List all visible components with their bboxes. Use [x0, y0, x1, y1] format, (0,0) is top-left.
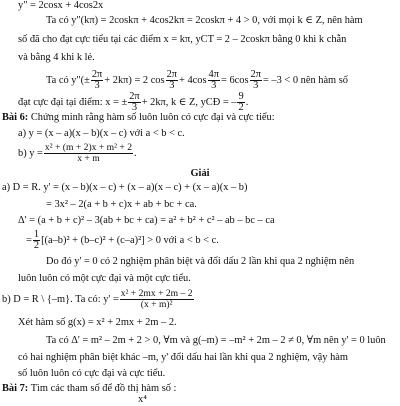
formula-line: Ta có y"(± $\frac{2\pi}{3}$ + 2kπ) = 2 cos $\frac{2\pi}{3}$ + 4cos $\frac{4\pi}{3}$ = 6cos $\frac{2\pi}{3}$ = –3 < 0 nên hàm số [46, 69, 348, 92]
fraction: $\frac{4\pi}{3}$ [208, 69, 219, 92]
solution-line: = $\frac{1}{2}$ [(a–b)² + (b–c)² + (c–a)²] > 0 với a < b < c. [26, 229, 219, 252]
exercise-6-heading: Bài 6: Chứng minh rằng hàm số luôn luôn có cực đại và cực tiểu: [2, 112, 275, 123]
paragraph-line: số đã cho đạt cực tiểu tại các điểm x = kπ, yCT = 2 – 2coskπ bằng 0 khi k chẵn [18, 34, 347, 45]
solution-line: a) D = R. y' = (x – b)(x – c) + (x – a)(x – c) + (x – a)(x – b) [2, 182, 248, 193]
paragraph-line: có hai nghiệm phân biệt khác –m, y' đổi dấu hai lần khi qua 2 nghiệm, vậy hàm [18, 352, 348, 363]
paragraph-line: luôn luôn có một cực đại và một cực tiểu. [18, 273, 191, 284]
exercise-6b: b) y = $\frac{\text{x² + (m + 2)x + m² + 2}}{x + m}$ . [18, 142, 137, 165]
paragraph-line: Ta có y"(kπ) = 2coskπ + 4cos2kπ = 2coskπ + 4 > 0, với mọi k ∈ Z, nên hàm [46, 15, 363, 26]
paragraph-line: Do đó y' = 0 có 2 nghiệm phân biệt và đổi dấu 2 lần khi qua 2 nghiệm nên [46, 256, 355, 267]
exercise-7-heading: Bài 7: Tìm các tham số để đồ thị hàm số : [2, 383, 177, 394]
paragraph-line: và bằng 4 khi k lẻ. [18, 52, 95, 63]
solution-line: Δ' = (a + b + c)² – 3(ab + bc + ca) = a² + b² + c² – ab – bc – ca [18, 215, 275, 226]
fraction: $\frac{9}{2}$ [238, 91, 244, 114]
fraction: $\frac{1}{2}$ [33, 229, 40, 252]
fraction: $\frac{\text{x² + (m + 2)x + m² + 2}}{x + m}$ [44, 142, 132, 165]
paragraph-line: số luôn luôn có cực đại và cực tiểu. [18, 368, 166, 379]
fraction: $\frac{\text{x² + 2mx + 2m – 2}}{\text{(x + m)²}}$ [120, 288, 193, 311]
paragraph-line: Xét hàm số g(x) = x² + 2mx + 2m – 2. [18, 317, 177, 328]
exercise-6a: a) y = (x – a)(x – b)(x – c) với a < b < c. [18, 128, 185, 139]
fraction: $\frac{2\pi}{3}$ [250, 69, 261, 92]
cut-off-fraction: x⁴ [138, 394, 147, 405]
line-second-derivative: y" = 2cosx + 4cos2x [18, 0, 104, 11]
fraction: $\frac{2\pi}{3}$ [129, 91, 140, 114]
fraction: $\frac{2\pi}{3}$ [166, 69, 178, 92]
solution-line: b) D = R \ {–m}. Ta có: y' = $\frac{\text{x² + 2mx + 2m – 2}}{\text{(x + m)²}}$ [2, 288, 193, 311]
solution-line: = 3x² – 2(a + b + c)x + ab + bc + ca. [46, 199, 197, 210]
paragraph-line: Ta có Δ' = m² – 2m + 2 > 0, ∀m và g(–m) = –m² + 2m – 2 ≠ 0, ∀m nên y' = 0 luôn [46, 335, 386, 346]
formula-line: đạt cực đại tại điểm: x = ± $\frac{2\pi}{3}$ + 2kπ, k ∈ Z, yCĐ = – $\frac{9}{2}$ . [18, 91, 249, 114]
solution-heading: Giải [190, 168, 210, 179]
fraction: $\frac{2\pi}{3}$ [91, 69, 103, 92]
